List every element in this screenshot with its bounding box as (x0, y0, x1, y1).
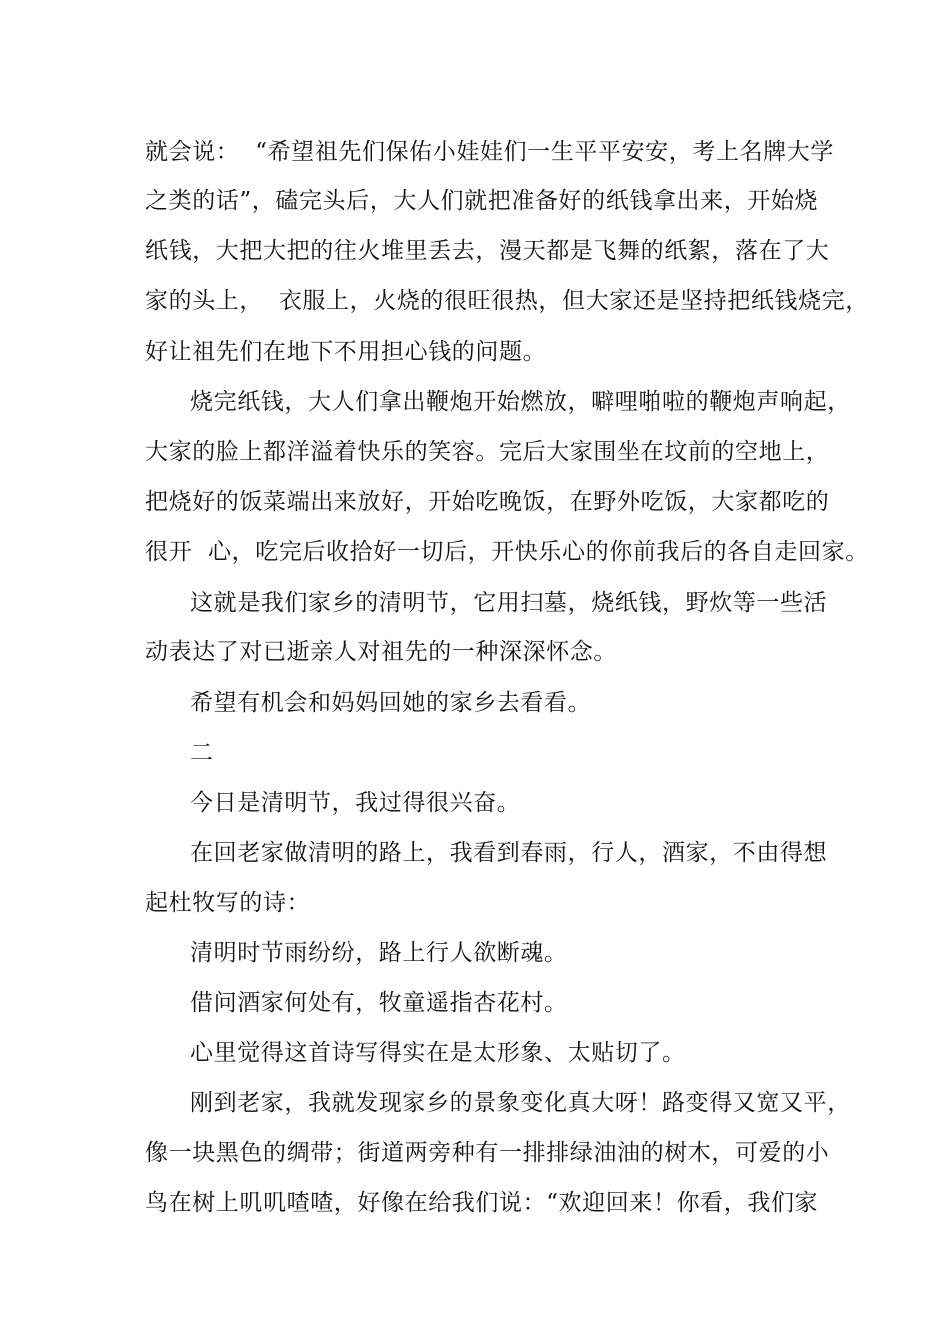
poem-line: 借问酒家何处有，牧童遥指杏花村。 (190, 990, 568, 1016)
text-line: 大家的脸上都洋溢着快乐的笑容。完后大家围坐在坟前的空地上， (145, 439, 830, 465)
text-line: 烧完纸钱，大人们拿出鞭炮开始燃放，噼哩啪啦的鞭炮声响起， (190, 389, 851, 415)
section-number: 二 (190, 740, 214, 766)
text-line: 动表达了对已逝亲人对祖先的一种深深怀念。 (145, 639, 617, 665)
text-line: 心里觉得这首诗写得实在是太形象、太贴切了。 (190, 1040, 686, 1066)
text-line: 这就是我们家乡的清明节，它用扫墓，烧纸钱，野炊等一些活 (190, 590, 828, 616)
text-line: 把烧好的饭菜端出来放好，开始吃晚饭，在野外吃饭，大家都吃的 (145, 489, 830, 515)
poem-line: 清明时节雨纷纷，路上行人欲断魂。 (190, 940, 568, 966)
text-line: 之类的话”，磕完头后，大人们就把准备好的纸钱拿出来，开始烧 (145, 188, 819, 214)
text-line: 在回老家做清明的路上，我看到春雨，行人，酒家，不由得想 (190, 840, 828, 866)
text-line: 纸钱，大把大把的往火堆里丢去，漫天都是飞舞的纸絮，落在了大 (145, 238, 830, 264)
text-line: 像一块黑色的绸带；街道两旁种有一排排绿油油的树木，可爱的小 (145, 1140, 830, 1166)
text-line: 今日是清明节，我过得很兴奋。 (190, 790, 521, 816)
text-line: 鸟在树上叽叽喳喳，好像在给我们说：“欢迎回来！你看，我们家 (145, 1190, 819, 1216)
text-line: 好让祖先们在地下不用担心钱的问题。 (145, 339, 547, 365)
text-line: 起杜牧写的诗： (145, 890, 311, 916)
text-line: 希望有机会和妈妈回她的家乡去看看。 (190, 690, 592, 716)
text-line: 家的头上， 衣服上，火烧的很旺很热，但大家还是坚持把纸钱烧完， (145, 288, 869, 314)
text-line: 就会说： “希望祖先们保佑小娃娃们一生平平安安，考上名牌大学 (145, 139, 834, 165)
text-line: 很开 心，吃完后收拾好一切后，开快乐心的你前我后的各自走回家。 (145, 539, 869, 565)
text-line: 刚到老家，我就发现家乡的景象变化真大呀！路变得又宽又平， (190, 1090, 851, 1116)
